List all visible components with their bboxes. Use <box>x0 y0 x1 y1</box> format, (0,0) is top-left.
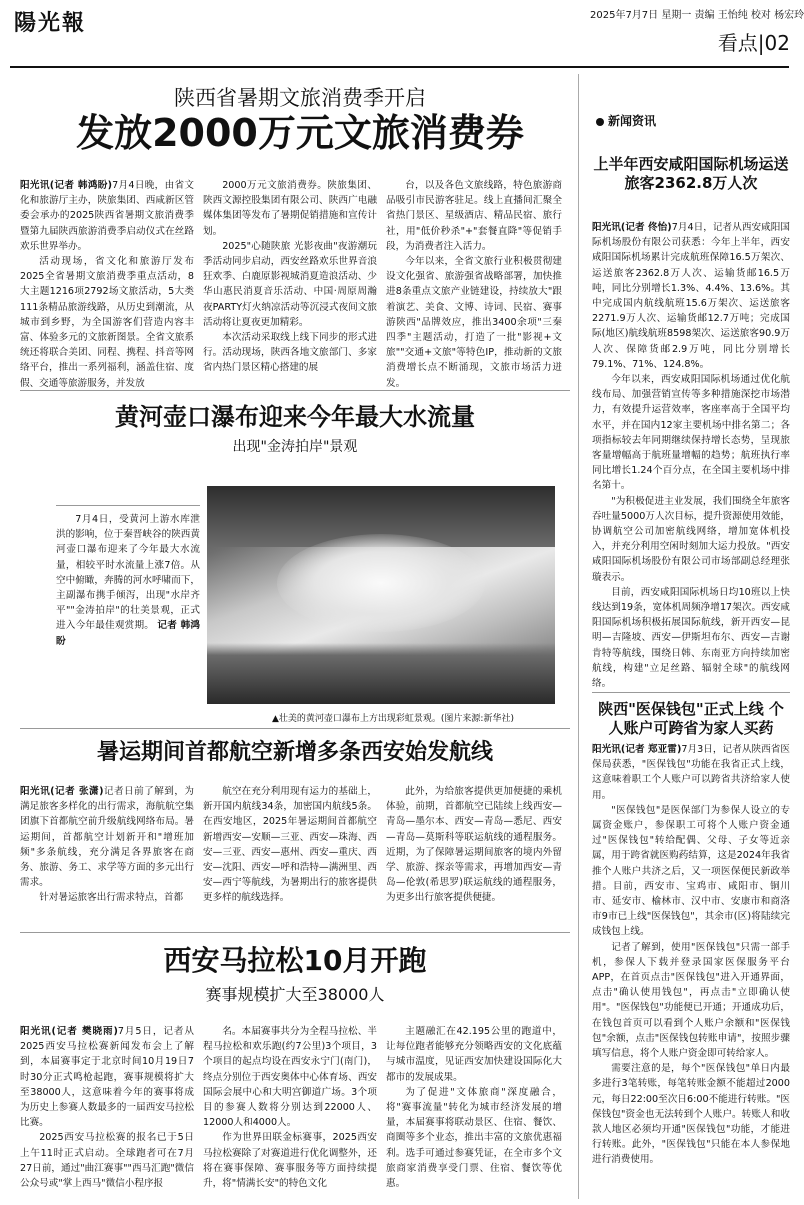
paragraph <box>20 890 194 905</box>
paragraph-text: 7月4日晚，由省文化和旅游厅主办，陕旅集团、西咸新区管委会承办的2025陕西省暑期文旅消费季暨第九届陕西旅游消费季启动仪式在丝路欢乐世界举办。 <box>20 180 194 252</box>
lead-column-2 <box>203 178 377 378</box>
paragraph <box>592 803 790 940</box>
paragraph <box>592 220 790 372</box>
paragraph-text: 主题融汇在42.195公里的跑道中，让每位跑者能够充分领略西安的文化底蕴与城市温度，见证西安加快建设国际化大都市的发展成果。 <box>386 1026 562 1083</box>
lead-column-3 <box>386 178 562 389</box>
airport-stats-body <box>592 220 790 690</box>
paragraph-text: 今年以来，全省文旅行业积极贯彻建设文化强省、旅游强省战略部署，加快推进8条重点文旅产业链建设，持续放大"跟着演艺、美食、文博、诗词、民宿、赛事游陕西"品牌效应，推出3400余项"三秦四季"主题活动，打造了一批"影视+文旅""交通+文旅"等特色IP，推动新的文旅消费增长点不断涌现，文旅市场活力迸发。 <box>386 256 562 389</box>
paragraph <box>592 585 790 691</box>
paragraph-text: 台，以及各色文旅线路，特色旅游商品吸引市民游客驻足。线上直播间汇聚全省热门景区、星级酒店、精品民宿、旅行社，用"低价秒杀"+"套餐直降"等促销手段，为消费者注入活力。 <box>386 180 562 252</box>
waterfall-photo <box>207 486 555 704</box>
paragraph-text: 目前，西安咸阳国际机场日均10班以上快线达到19条，宽体机周频净增17架次。西安咸阳国际机场积极拓展国际航线，新开西安—昆明—吉隆坡、西安—伊斯坦布尔、西安—吉谢肯特等航线，围绕日韩、东南亚方向持续加密航线，构建"立足丝路、辐射全球"的航线网络。 <box>592 586 790 690</box>
byline: 阳光讯(记者 郑亚雷) <box>592 744 682 755</box>
paragraph <box>386 178 562 254</box>
paragraph-text: 需要注意的是，每个"医保钱包"单日内最多进行3笔转账，每笔转账金额不能超过2000元，每日22:00至次日6:00不能进行转账。"医保钱包"资金也无法转到个人账户。转账人和收款人地区必须均开通"医保钱包"功能，才能进行转账。此外，"医保钱包"只能在本人参保地进行消费使用。 <box>592 1063 790 1166</box>
river-headline: 黄河壶口瀑布迎来今年最大水流量 <box>115 403 475 431</box>
newspaper-logo: 陽光報 <box>14 10 87 36</box>
lead-column-1 <box>20 178 194 389</box>
sidebar-rule <box>578 74 579 1199</box>
paragraph-text: 活动现场，省文化和旅游厅发布2025全省暑期文旅消费季重点活动，8大主题1216项2792场文旅活动，5大类111条精品旅游线路，从历史到潮流，从城市到乡野，为全国游客们营造内容丰富、体验多元的文旅新图景。全省文旅系统还将联合美团、同程、携程、抖音等网络平台，推出一系列福利，涵盖住宿、度假、交通等旅游服务，并发放 <box>20 256 194 389</box>
paragraph-text: 针对暑运旅客出行需求特点，首都 <box>39 892 184 904</box>
airport-headline: 暑运期间首都航空新增多条西安始发航线 <box>96 740 493 765</box>
paragraph <box>203 784 377 906</box>
paragraph <box>203 239 377 330</box>
bullet-icon <box>596 118 604 126</box>
section-divider <box>20 390 570 391</box>
airport-column-2 <box>203 784 377 926</box>
paragraph-text: 记者了解到，使用"医保钱包"只需一部手机，参保人下载并登录国家医保服务平台APP，在首页点击"医保钱包"进入开通界面，点击"确认使用钱包"，再点击"立即确认使用"。"医保钱包"功能便已开通；开通成功后，在钱包首页可以看到个人账户余额和"医保钱包"余额，点击"医保钱包转账申请"，按照步骤填写信息，将个人账户资金即可转给家人。 <box>592 941 790 1060</box>
river-body-text: 7月4日，受黄河上游水库泄洪的影响，位于秦晋峡谷的陕西黄河壶口瀑布迎来了今年最大水流量，相较平时水流量上涨7倍。从空中俯瞰，奔腾的河水呼啸而下，主副瀑布携手倾泻，出现"水岸齐平""金涛拍岸"的壮美景观，正式进入今年最佳观赏期。 记者 韩鸿盼 <box>56 514 200 647</box>
paragraph-text: 2000万元文旅消费券。陕旅集团、陕西文源控股集团有限公司、陕西广电融媒体集团等发布了暑期促销措施和宣传计划。 <box>203 180 377 237</box>
paragraph <box>386 1024 562 1085</box>
paragraph <box>20 784 194 890</box>
photo-caption: ▲壮美的黄河壶口瀑布上方出现彩虹景观。(图片来源:新华社) <box>272 714 514 724</box>
paragraph <box>20 1130 194 1191</box>
paragraph-text: 记者日前了解到，为满足旅客多样化的出行需求，海航航空集团旗下首都航空前升级航线网络布局。暑运期间，首都航空计划新开和"增班加频"多条航线，充分满足各界旅客在商务、旅游、务工、求学等方面的多元出行需求。 <box>20 786 195 889</box>
paragraph <box>203 1130 377 1191</box>
paragraph <box>386 254 562 391</box>
paragraph <box>20 254 194 391</box>
byline: 阳光讯(记者 佟怡) <box>592 222 672 233</box>
marathon-subhead: 赛事规模扩大至38000人 <box>205 985 385 1004</box>
paragraph-text: 2025西安马拉松赛的报名已于5日上午11时正式启动。全球跑者可在7月27日前，通过"曲江赛事""西马汇跑"微信公众号或"掌上西马"微信小程序报 <box>20 1132 194 1190</box>
section-label: 看点|02 <box>717 31 790 55</box>
top-rule <box>10 66 789 68</box>
marathon-column-3 <box>386 1024 562 1198</box>
medical-wallet-body <box>592 742 790 1198</box>
paragraph <box>20 178 194 254</box>
paragraph <box>592 742 790 803</box>
paragraph-text: 航空在充分利用现有运力的基础上，新开国内航线34条，加密国内航线5条。在西安地区，2025年暑运期间首都航空新增西安—安顺—三亚、西安—珠海、西安—三亚、西安—惠州、西安—重庆、西安—沈阳、西安—呼和浩特—满洲里、西安—西宁等航线，为暑期出行的旅客提供更多样的航线选择。 <box>203 786 377 904</box>
paragraph-text: 今年以来，西安咸阳国际机场通过优化航线布局、加强营销宣传等多种措施深挖市场潜力，有效提升运营效率，客座率高于全国平均水平，并在国内12家主要机场中排名第二；各项指标较去年同期继续保持增长态势，呈现旅客量增幅高于航班量增幅的趋势；航班执行率同比增长1.24个百分点，在全国主要机场中排名第十。 <box>592 374 790 492</box>
lead-headline: 发放2000万元文旅消费券 <box>76 111 524 155</box>
paragraph-text: 名。本届赛事共分为全程马拉松、半程马拉松和欢乐跑(约7公里)3个项目，3个项目的起点均设在西安永宁门(南门)，终点分别位于西安奥体中心体育场、西安国际会展中心和大明宫御道广场。3个项目的参赛人数将分别达到22000人、12000人和4000人。 <box>203 1026 377 1129</box>
paragraph <box>386 1085 562 1191</box>
paragraph-text: 此外，为给旅客提供更加便捷的乘机体验，前期，首都航空已陆续上线西安—青岛—墨尔本、西安—青岛—悉尼、西安—青岛—莫斯科等联运航线的通程服务。近期，为了保障暑运期间旅客的境内外留学、旅游、探亲等需求，再增加西安—青岛—伦敦(希思罗)联运航线的通程服务，为更多出行旅客提供便捷。 <box>386 786 562 904</box>
marathon-headline: 西安马拉松10月开跑 <box>163 944 427 977</box>
paragraph <box>592 1061 790 1167</box>
paragraph <box>592 940 790 1062</box>
airport-column-1 <box>20 784 194 926</box>
section-divider <box>20 932 570 933</box>
byline: 阳光讯(记者 韩鸿盼) <box>20 180 113 191</box>
paragraph <box>20 1024 194 1130</box>
byline: 阳光讯(记者 张潇) <box>20 786 104 797</box>
lead-kicker: 陕西省暑期文旅消费季开启 <box>174 86 426 110</box>
section-divider <box>20 728 570 729</box>
paragraph-text: 本次活动采取线上线下同步的形式进行。活动现场，陕西各地文旅部门、多家省内热门景区精心搭建的展 <box>203 332 377 374</box>
paragraph-text: "为积极促进主业发展，我们围绕全年旅客吞吐量5000万人次目标，提升资源使用效能，协调航空公司加密航线网络，增加宽体机投入，并充分利用空闲时刻加大运力投放。"西安咸阳国际机场股份有限公司市场部副总经理张璇表示。 <box>592 495 790 583</box>
paragraph <box>203 178 377 239</box>
paragraph-text: "医保钱包"是医保部门为参保人设立的专属资金账户，参保职工可将个人账户资金通过"医保钱包"转给配偶、父母、子女等近亲属，用于跨省就医购药结算，这是2024年我省推个人账户共济之后，又一项医保便民新政举措。目前，西安市、宝鸡市、咸阳市、铜川市、延安市、榆林市、汉中市、安康市和商洛市9市已上线"医保钱包"，其余市(区)将陆续完成钱包上线。 <box>592 804 790 938</box>
paragraph-text: 为了促进"文体旅商"深度融合，将"赛事流量"转化为城市经济发展的增量，本届赛事将联动景区、住宿、餐饮、商圈等多个业态，推出丰富的文旅优惠福利。选手可通过参赛凭证，在全市多个文旅商家消费享受门票、住宿、餐饮等优惠。 <box>386 1086 562 1190</box>
river-body <box>56 505 200 697</box>
paragraph <box>592 494 790 585</box>
paragraph <box>203 330 377 376</box>
byline: 阳光讯(记者 樊晓雨) <box>20 1026 118 1037</box>
paragraph-text: 7月3日，记者从陕西省医保局获悉，"医保钱包"功能在我省正式上线，这意味着职工个人账户可以跨省共济给家人使用。 <box>592 744 790 801</box>
paragraph-text: 2025"心随陕旅 光影夜曲"夜游潮玩季活动同步启动，西安丝路欢乐世界音浪狂欢季、白鹿原影视城消夏造浪活动、少华山惠民消夏音乐活动、中国·周原周瀚夜PARTY灯火纳凉活动等沉浸式夜间文旅活动将让夏夜更加精彩。 <box>203 240 377 328</box>
paragraph <box>386 784 562 906</box>
river-byline: 记者 韩鸿盼 <box>56 620 200 647</box>
sidebar-divider <box>592 692 790 693</box>
marathon-column-1 <box>20 1024 194 1198</box>
paragraph-text: 作为世界田联金标赛事，2025西安马拉松赛除了对赛道进行优化调整外，还将在赛事保障、赛事服务等方面持续提升，将"情满长安"的特色文化 <box>203 1132 377 1190</box>
paragraph-text: 7月5日，记者从2025西安马拉松赛新闻发布会上了解到，本届赛事定于北京时间10月19日7时30分正式鸣枪起跑，赛事规模将扩大至38000人，这意味着今年的赛事将成为历史上参赛人数最多的一届西安马拉松比赛。 <box>20 1026 195 1129</box>
paragraph <box>203 1024 377 1130</box>
airport-column-3 <box>386 784 562 926</box>
dateline: 2025年7月7日 星期一 责编 王怡纯 校对 杨宏玲 <box>590 10 804 21</box>
paragraph-text: 7月4日，记者从西安咸阳国际机场股份有限公司获悉：今年上半年，西安咸阳国际机场累计完成航班保障16.5万架次、运送旅客2362.8万人次、运输货邮16.5万吨，同比分别增长1.3%、4.4%、13.6%。其中完成国内航线航班15.6万架次、运送旅客2271.9万人次、运输货邮12.7万吨；完成国际(地区)航线航班8598架次、运送旅客90.9万人次、保障货邮2.9万吨，同比分别增长79.1%、71%、124.8%。 <box>592 222 790 370</box>
medical-wallet-headline: 陕西"医保钱包"正式上线 个人账户可跨省为家人买药 <box>598 700 784 737</box>
marathon-column-2 <box>203 1024 377 1198</box>
paragraph <box>592 372 790 494</box>
sidebar-column-title: 新闻资讯 <box>596 112 686 129</box>
river-subhead: 出现"金涛拍岸"景观 <box>232 439 358 455</box>
airport-stats-headline: 上半年西安咸阳国际机场运送旅客2362.8万人次 <box>593 155 789 192</box>
